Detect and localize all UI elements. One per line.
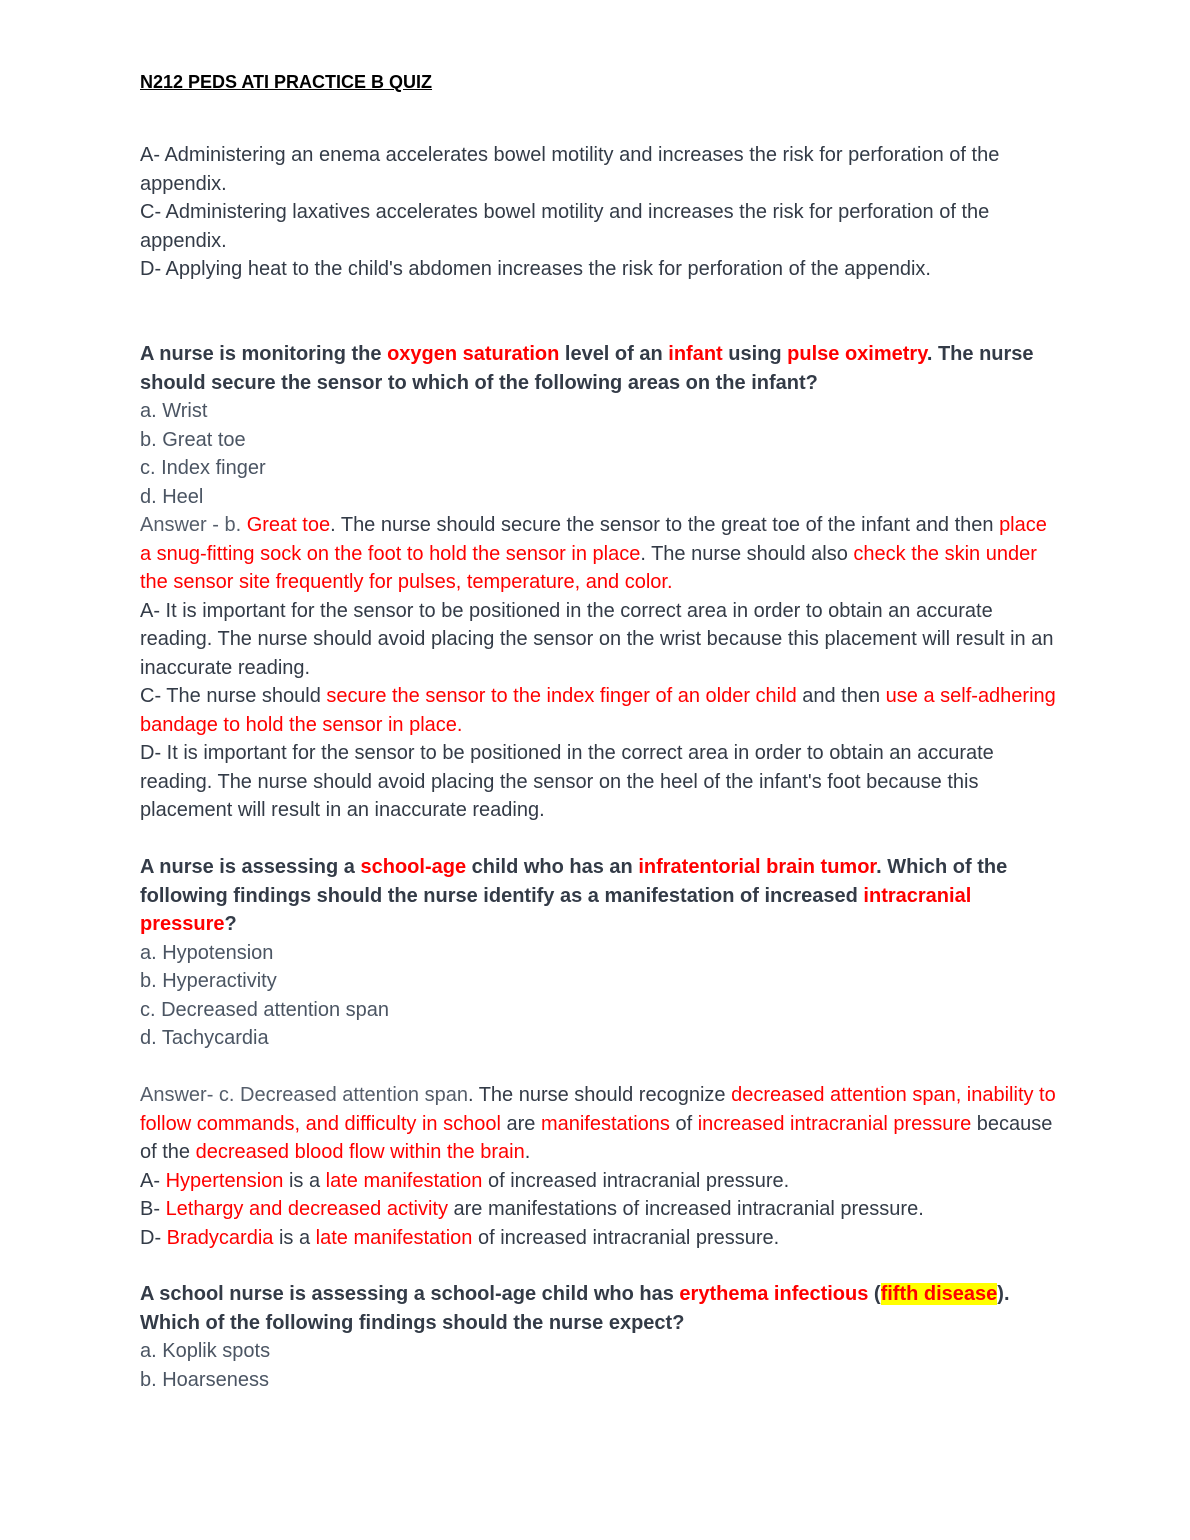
question-1-rationale-d: D- It is important for the sensor to be positioned in the correct area in order to obtain an accurate reading. The nurse should avoid placing the sensor on the heel of the infant's foot because this placement will result in an inaccurate reading. — [140, 742, 994, 821]
intro-rationale-c: C- Administering laxatives accelerates bowel motility and increases the risk for perforation of the appendix. — [140, 201, 990, 252]
intro-rationale-d: D- Applying heat to the child's abdomen increases the risk for perforation of the appendix. — [140, 258, 931, 280]
question-1-option-a: a. Wrist — [140, 400, 208, 422]
intro-rationale-block — [140, 141, 1060, 284]
question-2-rationale-d: D- Bradycardia is a late manifestation of increased intracranial pressure. — [140, 1226, 780, 1249]
question-2-option-b: b. Hyperactivity — [140, 970, 277, 992]
question-3-stem: A school nurse is assessing a school-age child who has erythema infectious (fifth disease). Which of the following findings should the nurse expect? — [140, 1283, 1010, 1334]
question-2-block — [140, 853, 1060, 1252]
question-1-option-b: b. Great toe — [140, 428, 246, 451]
question-2-option-a: a. Hypotension — [140, 941, 274, 964]
question-1-option-d: d. Heel — [140, 485, 204, 508]
question-2-stem: A nurse is assessing a school-age child who has an infratentorial brain tumor. Which of the following findings should the nurse identify as a manifestation of increased intracranial pressure? — [140, 856, 1008, 935]
question-3-block — [140, 1280, 1060, 1394]
question-1-answer: Answer - b. Great toe. The nurse should secure the sensor to the great toe of the infant and then place a snug-fitting sock on the foot to hold the sensor in place. The nurse should also check the skin under the sensor site frequently for pulses, temperature, and color. — [140, 514, 1047, 593]
question-2-rationale-a: A- Hypertension is a late manifestation of increased intracranial pressure. — [140, 1169, 790, 1192]
question-3-option-b: b. Hoarseness — [140, 1368, 269, 1391]
question-1-rationale-a: A- It is important for the sensor to be positioned in the correct area in order to obtain an accurate reading. The nurse should avoid placing the sensor on the wrist because this placement will result in an inaccurate reading. — [140, 599, 1054, 679]
intro-rationale-a: A- Administering an enema accelerates bowel motility and increases the risk for perforation of the appendix. — [140, 144, 1000, 195]
question-3-option-a: a. Koplik spots — [140, 1340, 271, 1362]
spacer — [140, 1053, 1060, 1082]
question-1-option-c: c. Index finger — [140, 457, 266, 479]
question-2-answer: Answer- c. Decreased attention span. The nurse should recognize decreased attention span, inability to follow commands, and difficulty in school are manifestations of increased intracranial pressure because of the decreased blood flow within the brain. — [140, 1084, 1056, 1163]
question-2-option-d: d. Tachycardia — [140, 1027, 269, 1049]
question-2-rationale-b: B- Lethargy and decreased activity are manifestations of increased intracranial pressure. — [140, 1198, 924, 1220]
question-1-block — [140, 340, 1060, 825]
question-1-stem: A nurse is monitoring the oxygen saturation level of an infant using pulse oximetry. The nurse should secure the sensor to which of the following areas on the infant? — [140, 343, 1034, 394]
question-2-option-c: c. Decreased attention span — [140, 998, 390, 1021]
question-1-rationale-c: C- The nurse should secure the sensor to the index finger of an older child and then use a self-adhering bandage to hold the sensor in place. — [140, 685, 1056, 736]
document-title: N212 PEDS ATI PRACTICE B QUIZ — [140, 72, 433, 92]
